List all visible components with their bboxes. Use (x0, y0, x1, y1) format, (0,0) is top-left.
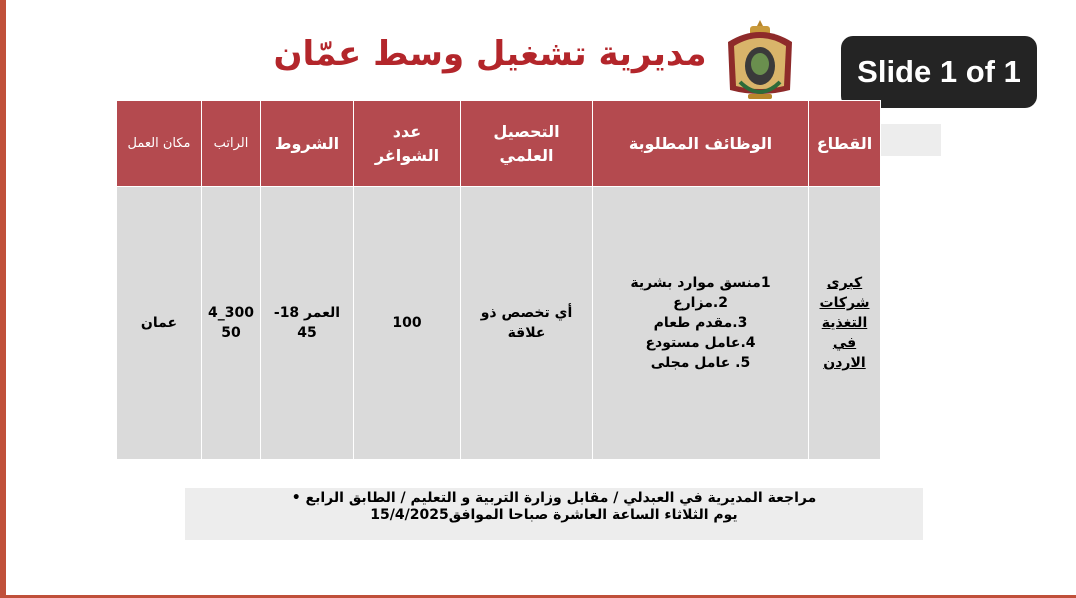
footer-note (185, 488, 923, 540)
footer-address: مراجعة المديرية في العبدلي / مقابل وزارة التربية و التعليم / الطابق الرابع • (291, 490, 817, 506)
header-education: التحصيل العلمي (461, 101, 593, 187)
job-item: 4.عامل مستودع (645, 335, 756, 351)
slide-left-border (0, 0, 6, 598)
header-location: مكان العمل (117, 101, 202, 187)
job-item: 3.مقدم طعام (653, 315, 748, 331)
cell-salary: 300_4 50 (202, 187, 261, 460)
side-decoration (880, 124, 941, 156)
job-item: 5. عامل مجلى (650, 355, 751, 371)
cell-jobs (593, 187, 809, 460)
cell-vacancies: 100 (354, 187, 461, 460)
jordan-coat-of-arms-icon (720, 16, 800, 102)
cell-education: أي تخصص ذو علاقة (461, 187, 593, 460)
header-vacancies: عدد الشواغر (354, 101, 461, 187)
header-sector: القطاع (809, 101, 881, 187)
slide-title: مديرية تشغيل وسط عمّان (273, 34, 707, 74)
jobs-table (116, 100, 881, 460)
table-header-row (117, 101, 881, 187)
header-jobs: الوظائف المطلوبة (593, 101, 809, 187)
footer-date: يوم الثلاثاء الساعة العاشرة صباحا الموافق15/4/2025 (370, 507, 738, 523)
header-conditions: الشروط (261, 101, 354, 187)
job-item: 1منسق موارد بشرية (630, 275, 771, 291)
cell-conditions: العمر 18-45 (261, 187, 354, 460)
job-item: 2.مزارع (673, 295, 728, 311)
slide-counter-badge: Slide 1 of 1 (841, 36, 1037, 108)
table-row (117, 187, 881, 460)
cell-location: عمان (117, 187, 202, 460)
cell-sector: كبرى شركات التغذية في الاردن (809, 187, 881, 460)
header-salary: الراتب (202, 101, 261, 187)
